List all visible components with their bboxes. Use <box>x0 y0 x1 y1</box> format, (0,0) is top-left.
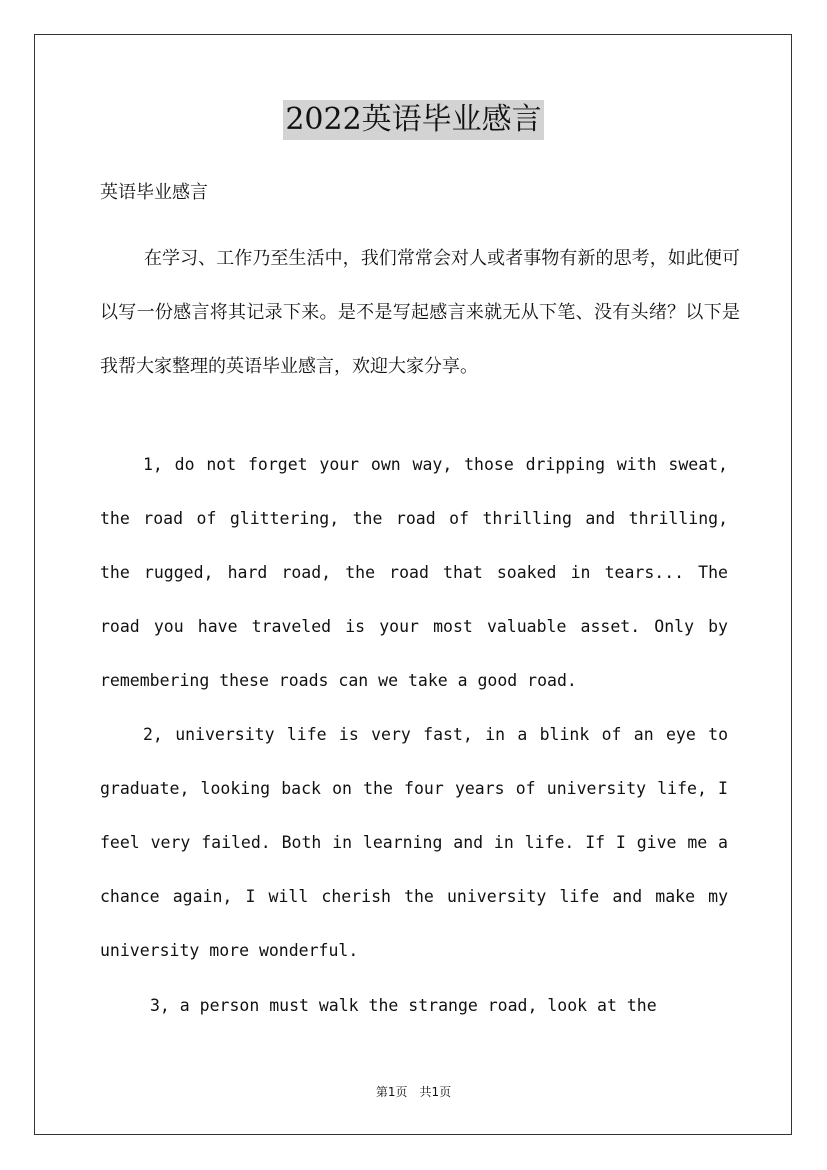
page-number-current: 第1页 <box>375 1085 408 1099</box>
paragraph-2: 2, university life is very fast, in a blink of an eye to graduate, looking back on the four years of university life, I feel very failed. Both in learning and in life. If I give me a chance again, I will cherish the university life and make my university more wonderful. <box>100 725 728 960</box>
page-footer <box>0 1083 827 1101</box>
document-title: 2022英语毕业感言 <box>283 100 543 140</box>
paragraph-1: 1, do not forget your own way, those dripping with sweat, the road of glittering, the road of thrilling and thrilling, the rugged, hard road, the road that soaked in tears... The road you have traveled is your most valuable asset. Only by remembering these roads can we take a good road. <box>100 455 728 690</box>
paragraph-3: 3, a person must walk the strange road, look at the <box>150 996 657 1015</box>
page-number-total: 共1页 <box>419 1085 452 1099</box>
subheading: 英语毕业感言 <box>100 182 208 203</box>
intro-paragraph: 在学习、工作乃至生活中，我们常常会对人或者事物有新的思考，如此便可以写一份感言将其记录下来。是不是写起感言来就无从下笔、没有头绪？以下是我帮大家整理的英语毕业感言，欢迎大家分享。 <box>100 248 740 377</box>
title-container <box>0 100 827 140</box>
